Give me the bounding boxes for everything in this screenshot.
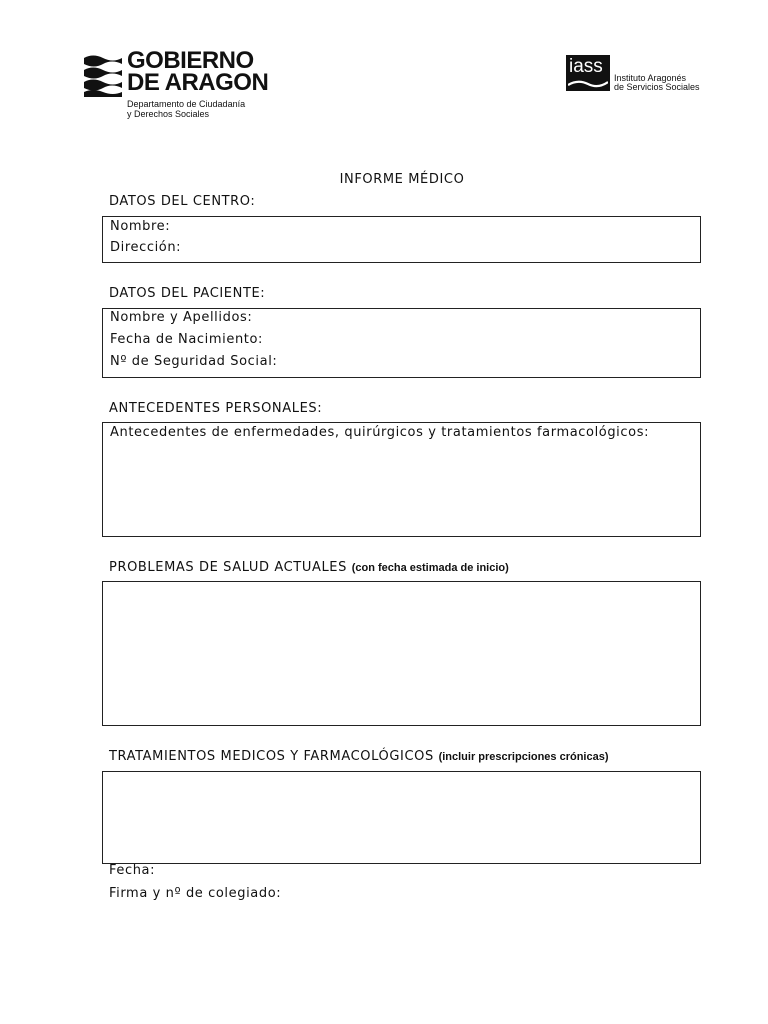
antecedentes-heading: ANTECEDENTES PERSONALES: (109, 401, 323, 416)
iass-mark (566, 55, 610, 91)
paciente-heading: DATOS DEL PACIENTE: (109, 286, 266, 301)
antecedentes-box (102, 422, 701, 537)
tratamientos-heading-line (109, 749, 609, 764)
paciente-fecha-nacimiento-label: Fecha de Nacimiento: (110, 332, 264, 347)
aragon-stripes-icon (82, 53, 124, 97)
problemas-box (102, 581, 701, 726)
problemas-note: (con fecha estimada de inicio) (351, 562, 509, 574)
tratamientos-heading: TRATAMIENTOS MEDICOS Y FARMACOLÓGICOS (109, 749, 434, 764)
tratamientos-note: (incluir prescripciones crónicas) (438, 751, 609, 763)
tratamientos-box (102, 771, 701, 864)
paciente-box (102, 308, 701, 378)
fecha-label: Fecha: (109, 863, 156, 878)
paciente-seguridad-social-label: Nº de Seguridad Social: (110, 354, 278, 369)
page-title: INFORME MÉDICO (339, 172, 465, 187)
gov-logo-dept-line1: Departamento de Ciudadanía (127, 99, 246, 109)
centro-heading: DATOS DEL CENTRO: (109, 194, 256, 209)
iass-wave-icon (568, 79, 608, 89)
centro-direccion-label: Dirección: (110, 240, 182, 255)
iass-logo (566, 55, 706, 95)
gov-logo-line2: DE ARAGON (127, 69, 269, 96)
paciente-nombre-label: Nombre y Apellidos: (110, 310, 253, 325)
gov-logo-dept-line2: y Derechos Sociales (127, 109, 210, 119)
gov-logo-line1: GOBIERNO (127, 47, 254, 74)
problemas-heading: PROBLEMAS DE SALUD ACTUALES (109, 560, 347, 575)
problemas-heading-line (109, 560, 509, 575)
gobierno-aragon-logo (82, 47, 272, 119)
centro-box (102, 216, 701, 263)
iass-logo-line1: Instituto Aragonés (614, 73, 687, 83)
iass-logo-line2: de Servicios Sociales (614, 82, 700, 92)
iass-mark-text: iass (569, 56, 603, 77)
antecedentes-box-label: Antecedentes de enfermedades, quirúrgicos y tratamientos farmacológicos: (110, 425, 650, 440)
centro-nombre-label: Nombre: (110, 219, 171, 234)
firma-label: Firma y nº de colegiado: (109, 886, 282, 901)
